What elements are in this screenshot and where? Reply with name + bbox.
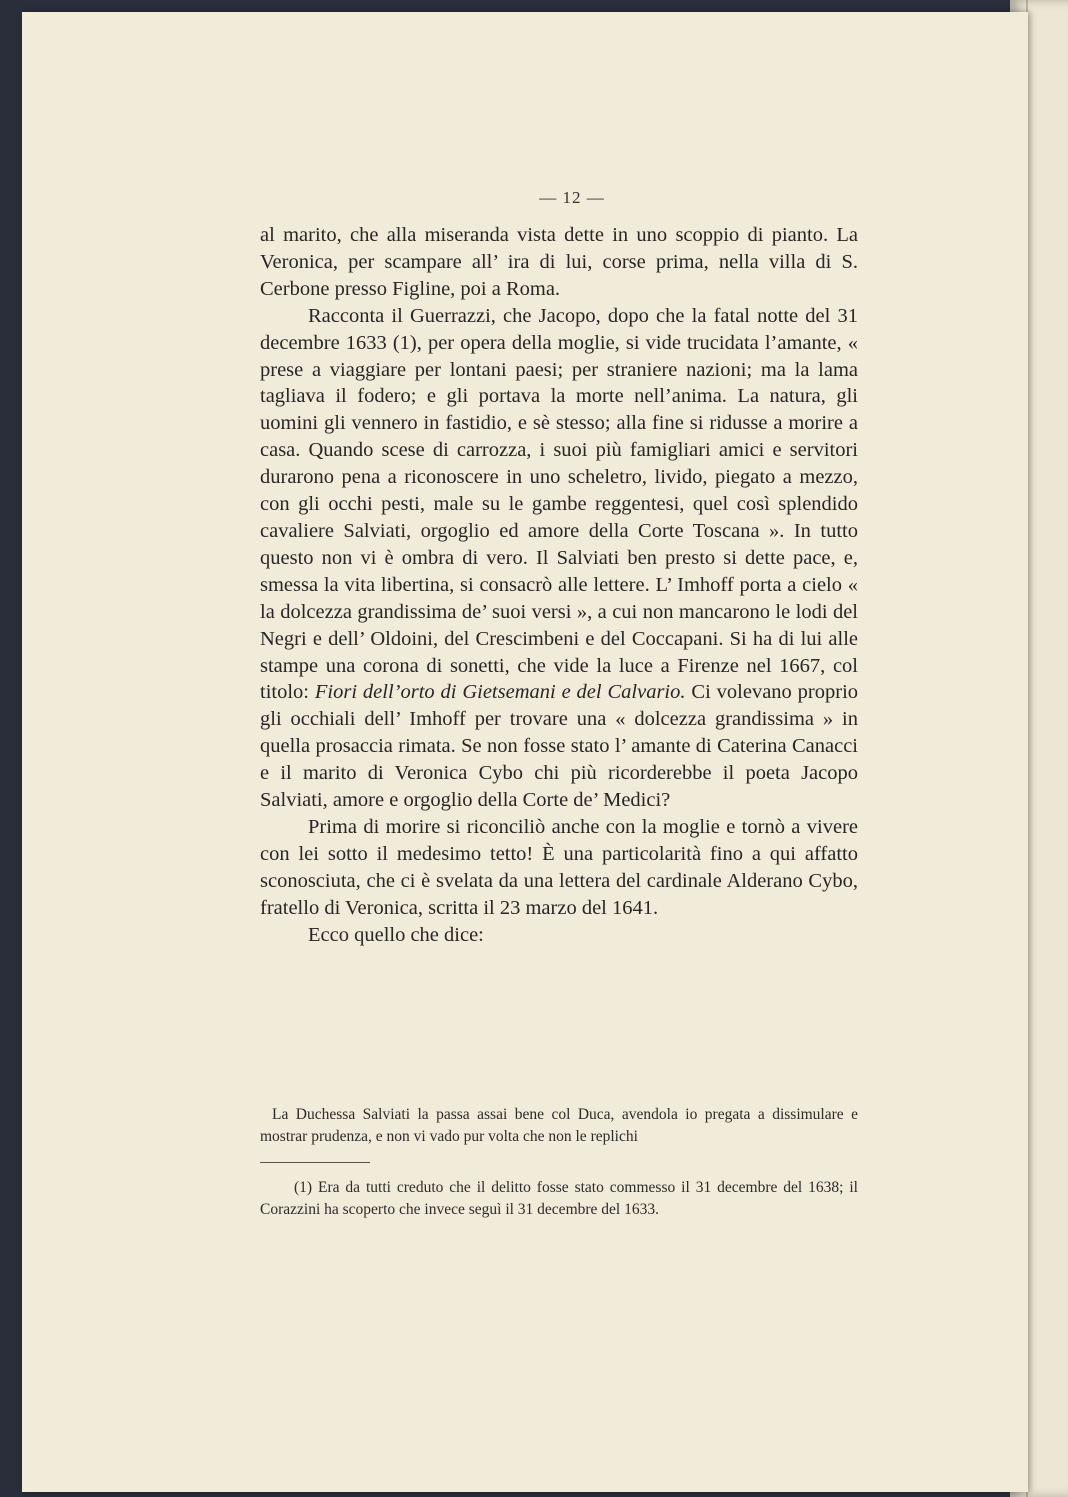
book-title: Fiori dell’orto di Gietsemani e del Calvario. bbox=[314, 681, 686, 704]
paragraph-text: Racconta il Guerrazzi, che Jacopo, dopo che la fatal notte del 31 decembre 1633 (1), per opera della moglie, si vide trucidata l’amante, « prese a viaggiare per lontani paesi; per straniere nazioni; ma la lama tagliava il fodero; e gli portava la morte nell’anima. La natura, gli uomini gli vennero in fastidio, e sè stesso; alla fine si ridusse a morire a casa. Quando scese di carrozza, i suoi più famigliari amici e servitori durarono pena a riconoscere in uno scheletro, livido, piegato a mezzo, con gli occhi pesti, male su le gambe reggentesi, quel così splendido cavaliere Salviati, orgoglio ed amore della Corte Toscana ». In tutto questo non vi è ombra di vero. Il Salviati ben presto si dette pace, e, smessa la vita libertina, si consacrò alle lettere. L’ Imhoff porta a cielo « la dolcezza grandissima de’ suoi versi », a cui non mancarono le lodi del Negri e dell’ Oldoini, del Crescimbeni e del Coccapani. Si ha di lui alle stampe una corona di sonetti, che vide la luce a Firenze nel 1667, col titolo: bbox=[260, 304, 858, 704]
paragraph: al marito, che alla miseranda vista dette in uno scoppio di pianto. La Veronica, per scampare all’ ira di lui, corse prima, nella villa di S. Cerbone presso Figline, poi a Roma. bbox=[260, 224, 858, 300]
book-page bbox=[22, 12, 1028, 1492]
footnote bbox=[260, 1177, 858, 1221]
page-number: — 12 — bbox=[539, 188, 605, 207]
paragraph-text: Ci volevano proprio gli occhiali dell’ Imhoff per trovare una « dolcezza grandissima » in quella prosaccia rimata. Se non fosse stato l’ amante di Caterina Canacci e il marito di Veronica Cybo chi più ricorderebbe il poeta Jacopo Salviati, amore e orgoglio della Corte de’ Medici? bbox=[260, 681, 859, 812]
paragraph: Ecco quello che dice: bbox=[308, 923, 484, 946]
footnote-text: (1) Era da tutti creduto che il delitto fosse stato commesso il 31 decembre del 1638; il Corazzini ha scoperto che invece seguì il 31 decembre del 1633. bbox=[260, 1179, 858, 1218]
quote-text: La Duchessa Salviati la passa assai bene col Duca, avendola io pregata a dissimulare e mostrar prudenza, e non vi vado pur volta che non le replichi bbox=[260, 1106, 858, 1145]
paragraph: Prima di morire si riconciliò anche con la moglie e tornò a vivere con lei sotto il medesimo tetto! È una particolarità fino a qui affatto sconosciuta, che ci è svelata da una lettera del cardinale Alderano Cybo, fratello di Veronica, scritta il 23 marzo del 1641. bbox=[260, 815, 858, 919]
main-text bbox=[260, 222, 858, 948]
paragraph bbox=[260, 303, 858, 814]
footnote-divider bbox=[260, 1162, 370, 1163]
letter-quote bbox=[260, 1104, 858, 1148]
